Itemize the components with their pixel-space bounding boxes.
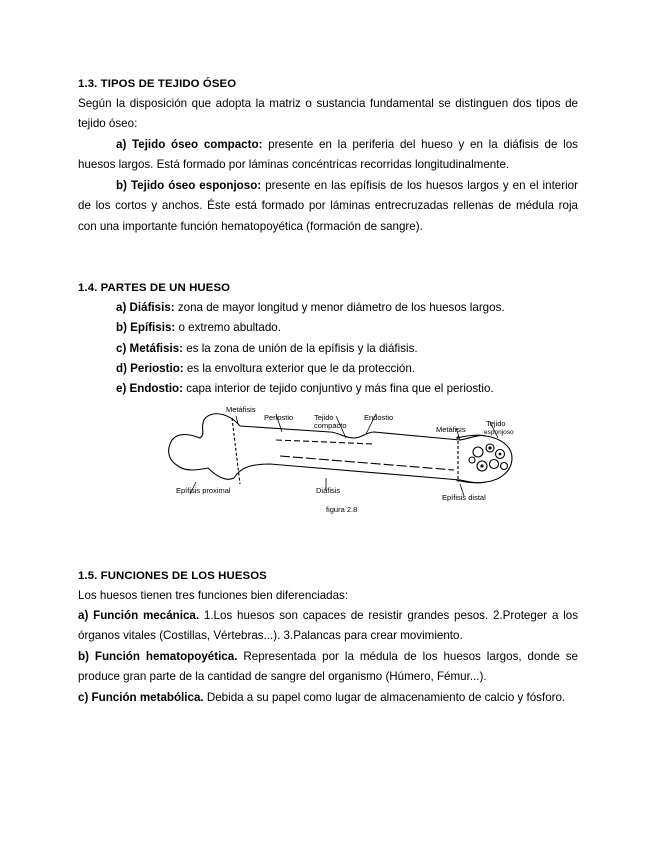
label-tejido-compacto-2: compacto — [314, 421, 347, 430]
bone-diagram — [160, 398, 520, 520]
distal-epiphysis-outline — [456, 435, 512, 483]
label-tejido-esponjoso-2: esponjoso — [484, 429, 514, 436]
paragraph-tejido-compacto — [78, 135, 578, 176]
label-periostio: Periostio — [264, 413, 294, 422]
label-tejido-compacto: a) Tejido óseo compacto: — [116, 138, 263, 151]
text-tejido-esponjoso: presente en las epífisis de los huesos largos y en el interior de los cortos y anchos. Éste está formado por láminas entrecruzadas rellenas de médula roja con una importante función hematopoyética (formación de sangre). — [78, 179, 578, 233]
paragraph-funcion-metabolica: c) Función metabólica. Debida a su papel como lugar de almacenamiento de calcio y fósforo. — [78, 691, 566, 704]
label-diafisis: Diáfisis — [316, 486, 341, 495]
paragraph-tejido-esponjoso — [78, 176, 578, 237]
text-tejido-compacto: presente en la periferia del hueso y en la diáfisis de los huesos largos. Está formado por láminas concéntricas recorridas longitudinalmente. — [78, 138, 578, 172]
paragraph-intro-funciones: Los huesos tienen tres funciones bien diferenciadas: — [78, 589, 349, 602]
list-item: d) Periostio: es la envoltura exterior que le da protección. — [116, 362, 416, 375]
spongy-bone-pattern — [469, 444, 508, 471]
paragraph-funcion-mecanica: a) Función mecánica. 1.Los huesos son capaces de resistir grandes pesos. 2.Proteger a los órganos vitales (Costillas, Vértebras...). 3.Palancas para crear movimiento. — [78, 609, 579, 643]
figure-caption: figura 2.8 — [326, 505, 358, 514]
label-epifisis-distal: Epífisis distal — [442, 493, 486, 502]
section-heading-funciones: 1.5. FUNCIONES DE LOS HUESOS — [78, 570, 267, 582]
label-metafisis-right: Metáfisis — [436, 425, 466, 434]
label-endostio: Endostio — [364, 413, 394, 422]
label-tejido-compacto-1: Tejido — [314, 413, 334, 422]
label-metafisis-left: Metáfisis — [226, 405, 256, 414]
paragraph-funcion-hematopoyetica: b) Función hematopoyética. Representada por la médula de los huesos largos, donde se produce gran parte de la cantidad de sangre del organismo (Húmero, Fémur...). — [78, 650, 578, 684]
metaphysis-left-line — [232, 418, 240, 484]
medullary-canal-top — [276, 440, 374, 444]
list-item: b) Epífisis: o extremo abultado. — [116, 321, 281, 334]
section-heading-tipos: 1.3. TIPOS DE TEJIDO ÓSEO — [78, 78, 237, 90]
paragraph-intro-tipos: Según la disposición que adopta la matriz o sustancia fundamental se distinguen dos tipos de tejido óseo: — [78, 97, 578, 131]
list-item: e) Endostio: capa interior de tejido conjuntivo y más fina que el periostio. — [116, 382, 494, 395]
label-epifisis-proximal: Epífisis proximal — [176, 486, 231, 495]
proximal-epiphysis-outline — [169, 414, 240, 480]
label-tejido-esponjoso: b) Tejido óseo esponjoso: — [116, 179, 262, 192]
medullary-canal-bottom — [280, 456, 454, 470]
label-tejido-esponjoso-1: Tejido — [486, 419, 506, 428]
list-item: a) Diáfisis: zona de mayor longitud y menor diámetro de los huesos largos. — [116, 301, 505, 314]
bone-bottom-edge — [234, 464, 486, 483]
section-heading-partes: 1.4. PARTES DE UN HUESO — [78, 282, 231, 294]
list-item: c) Metáfisis: es la zona de unión de la epífisis y la diáfisis. — [116, 342, 418, 355]
